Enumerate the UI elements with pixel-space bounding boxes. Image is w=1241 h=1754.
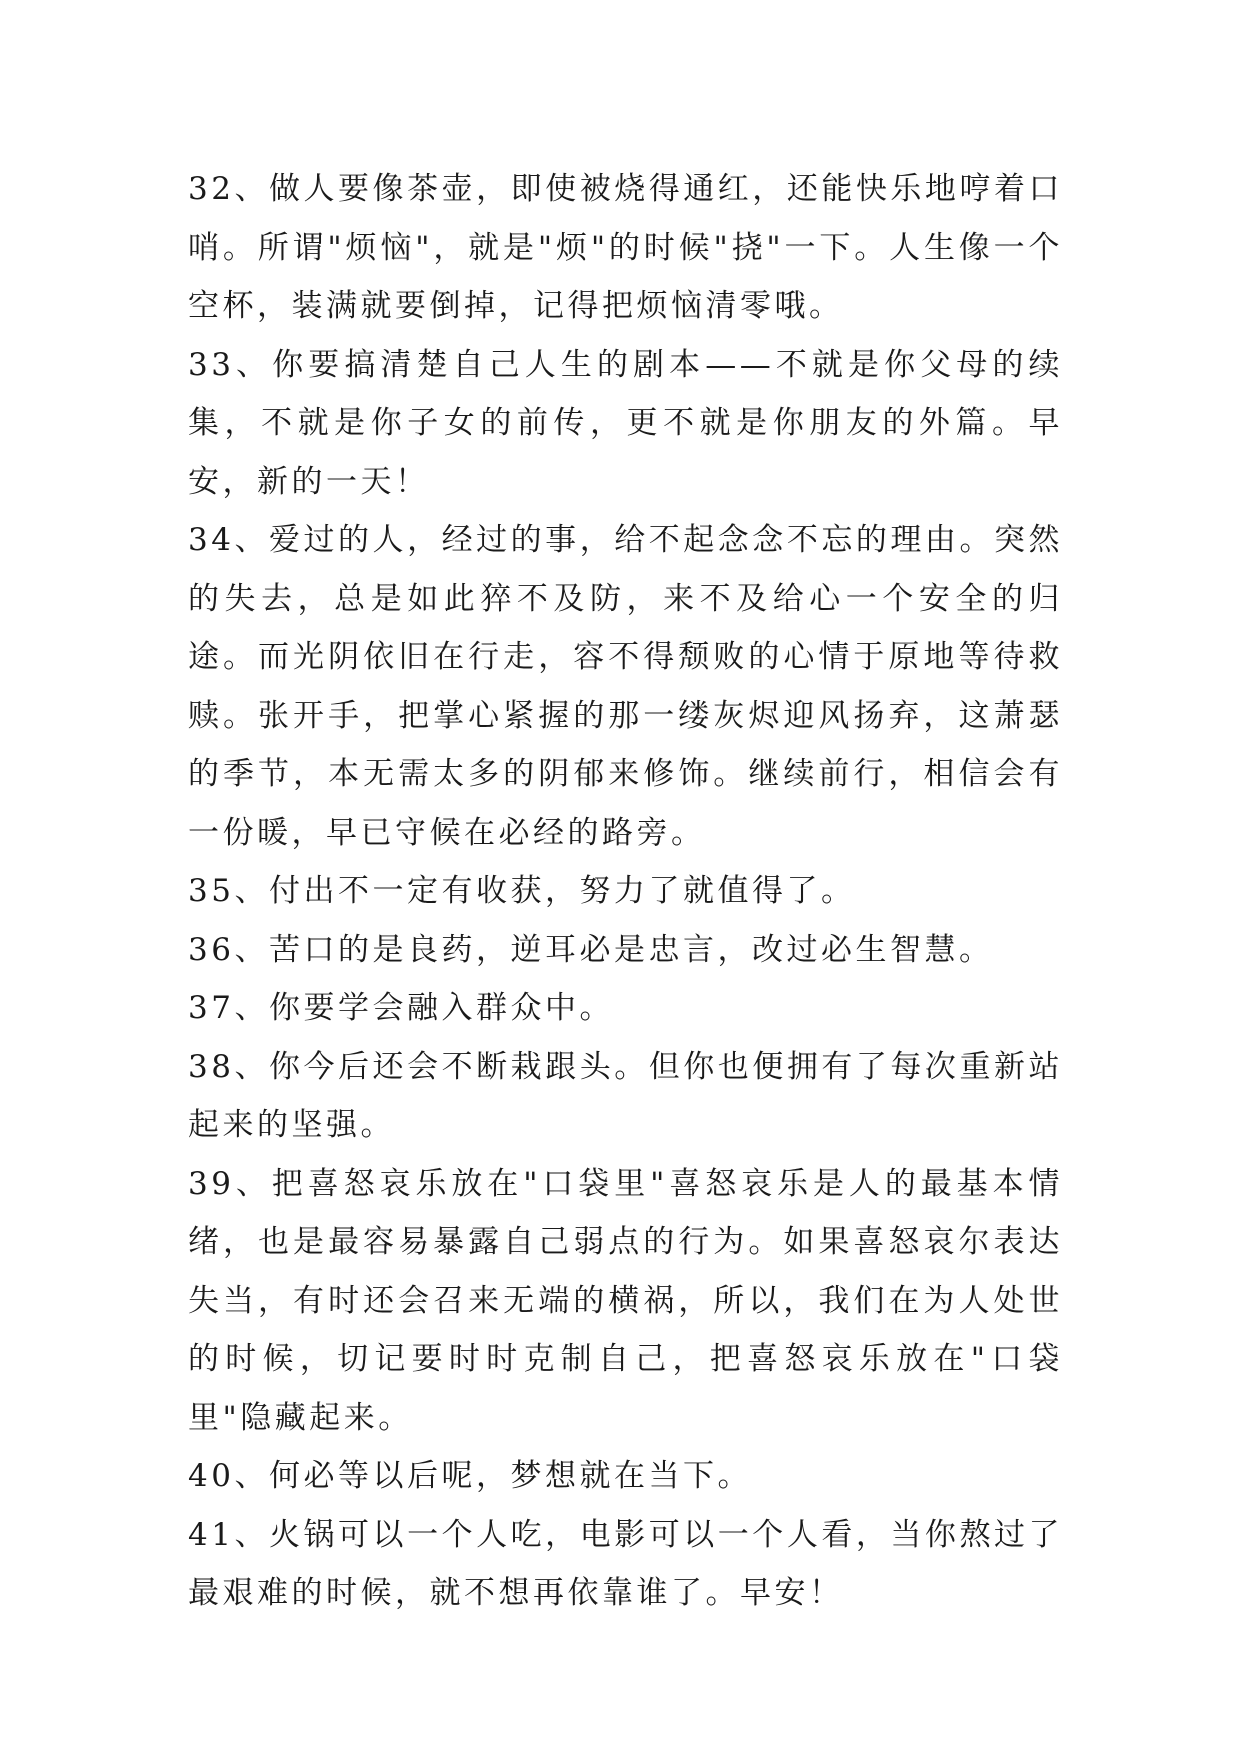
paragraph-40: 40、何必等以后呢，梦想就在当下。	[188, 1458, 752, 1494]
paragraph-41: 41、火锅可以一个人吃，电影可以一个人看，当你熬过了最艰难的时候，就不想再依靠谁了。早安！	[188, 1516, 1063, 1611]
paragraph-33: 33、你要搞清楚自己人生的剧本——不就是你父母的续集，不就是你子女的前传，更不就是你朋友的外篇。早安，新的一天！	[188, 346, 1063, 500]
paragraph-36: 36、苦口的是良药，逆耳必是忠言，改过必生智慧。	[188, 931, 994, 968]
paragraph-39: 39、把喜怒哀乐放在"口袋里"喜怒哀乐是人的最基本情绪，也是最容易暴露自己弱点的行为。如果喜怒哀尔表达失当，有时还会召来无端的横祸，所以，我们在为人处世的时候，切记要时时克制自己，把喜怒哀乐放在"口袋里"隐藏起来。	[188, 1165, 1063, 1436]
paragraph-38: 38、你今后还会不断栽跟头。但你也便拥有了每次重新站起来的坚强。	[188, 1048, 1063, 1143]
paragraph-35: 35、付出不一定有收获，努力了就值得了。	[188, 873, 856, 909]
paragraph-37: 37、你要学会融入群众中。	[188, 990, 614, 1026]
document-body	[188, 160, 1063, 1623]
paragraph-32: 32、做人要像茶壶，即使被烧得通红，还能快乐地哼着口哨。所谓"烦恼"，就是"烦"的时候"挠"一下。人生像一个空杯，装满就要倒掉，记得把烦恼清零哦。	[188, 171, 1063, 324]
paragraph-34: 34、爱过的人，经过的事，给不起念念不忘的理由。突然的失去，总是如此猝不及防，来不及给心一个安全的归途。而光阴依旧在行走，容不得颓败的心情于原地等待救赎。张开手，把掌心紧握的那一缕灰烬迎风扬弃，这萧瑟的季节，本无需太多的阴郁来修饰。继续前行，相信会有一份暖，早已守候在必经的路旁。	[188, 522, 1063, 851]
